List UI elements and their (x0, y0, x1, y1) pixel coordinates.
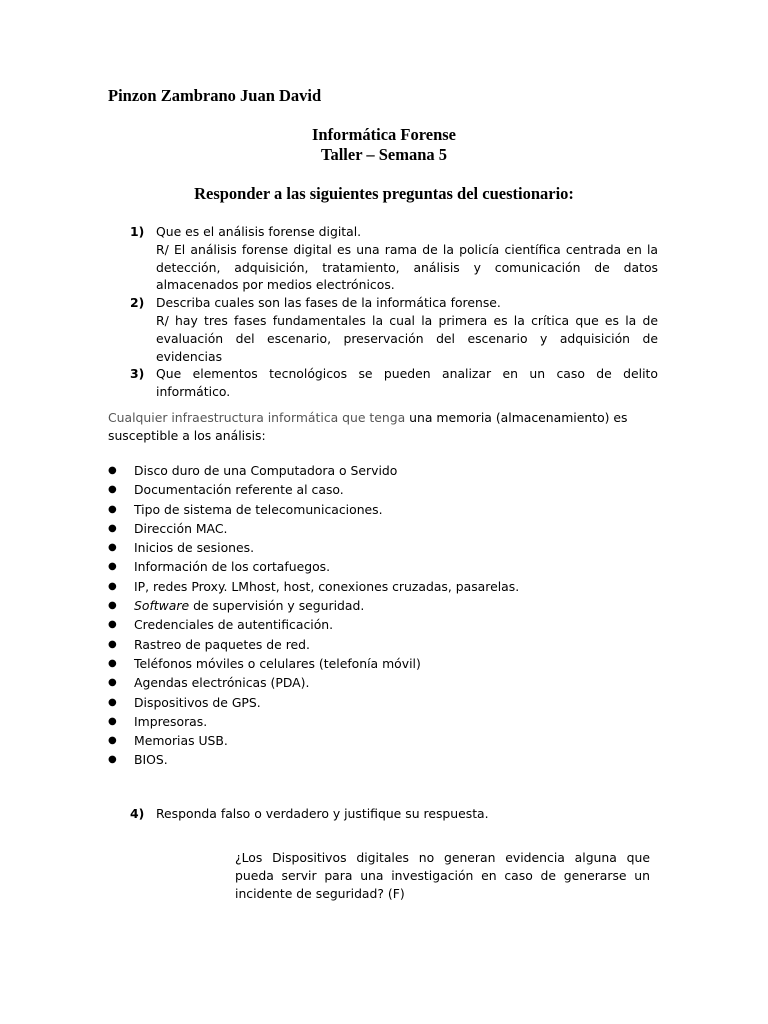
question-text: Describa cuales son las fases de la informática forense. (156, 295, 501, 311)
answer-text: R/ El análisis forense digital es una rama de la policía científica centrada en la detección, adquisición, tratamiento, análisis y comunicación de datos almacenados por medios electrónicos. (156, 241, 658, 293)
list-item: ● Disco duro de una Computadora o Servido (108, 461, 658, 480)
list-item: ● Información de los cortafuegos. (108, 557, 658, 576)
list-item: ● Teléfonos móviles o celulares (telefonía móvil) (108, 654, 658, 673)
bullet-icon (108, 615, 134, 634)
assignment-title: Taller – Semana 5 (320, 145, 448, 164)
element-list (108, 461, 658, 770)
bullet-icon (108, 577, 134, 596)
question-3 (130, 365, 658, 401)
questions-list (130, 223, 658, 401)
bullet-icon (108, 750, 134, 769)
question-number: 3) (130, 366, 145, 382)
list-item: ● BIOS. (108, 750, 658, 769)
bullet-icon (108, 519, 134, 538)
list-item: ● Impresoras. (108, 712, 658, 731)
list-item: ● Credenciales de autentificación. (108, 615, 658, 634)
instruction-heading: Responder a las siguientes preguntas del cuestionario: (194, 184, 574, 203)
intro-paragraph (108, 409, 658, 445)
list-item: ● Agendas electrónicas (PDA). (108, 673, 658, 692)
question-number: 2) (130, 295, 145, 311)
list-item: ● IP, redes Proxy. LMhost, host, conexiones cruzadas, pasarelas. (108, 577, 658, 596)
bullet-icon (108, 557, 134, 576)
question-number: 4) (130, 806, 145, 821)
bullet-icon (108, 635, 134, 654)
question-4 (130, 805, 658, 823)
bullet-icon (108, 480, 134, 499)
question-text: Que es el análisis forense digital. (156, 224, 362, 239)
bullet-icon (108, 500, 134, 519)
author-name: Pinzon Zambrano Juan David (108, 86, 322, 105)
intro-part-2: una memoria (almacenamiento) es susceptible a los análisis: (108, 410, 628, 443)
list-item: ● Tipo de sistema de telecomunicaciones. (108, 500, 658, 519)
question-2 (130, 294, 658, 365)
true-false-statement: ¿Los Dispositivos digitales no generan evidencia alguna que pueda servir para una investigación en caso de generarse un incidente de seguridad? (F) (235, 850, 650, 901)
question-text: Responda falso o verdadero y justifique su respuesta. (156, 806, 489, 821)
question-number: 1) (130, 224, 145, 239)
bullet-icon (108, 461, 134, 480)
list-item: ● Inicios de sesiones. (108, 538, 658, 557)
intro-part-1: Cualquier infraestructura informática que tenga (108, 410, 410, 425)
title-block (0, 125, 768, 165)
list-item: ● Memorias USB. (108, 731, 658, 750)
list-item: ● Dispositivos de GPS. (108, 693, 658, 712)
question-1 (130, 223, 658, 294)
list-item: ● Software de supervisión y seguridad. (108, 596, 658, 615)
bullet-icon (108, 731, 134, 750)
bullet-icon (108, 693, 134, 712)
bullet-icon (108, 596, 134, 615)
bullet-icon (108, 712, 134, 731)
question-text: Que elementos tecnológicos se pueden analizar en un caso de delito informático. (156, 366, 658, 400)
course-title: Informática Forense (311, 125, 457, 144)
list-item: ● Dirección MAC. (108, 519, 658, 538)
bullet-icon (108, 654, 134, 673)
bullet-icon (108, 538, 134, 557)
list-item: ● Rastreo de paquetes de red. (108, 635, 658, 654)
bullet-icon (108, 673, 134, 692)
answer-text: R/ hay tres fases fundamentales la cual la primera es la crítica que es la de evaluación del escenario, preservación del escenario y adquisición de evidencias (156, 312, 658, 364)
list-item: ● Documentación referente al caso. (108, 480, 658, 499)
